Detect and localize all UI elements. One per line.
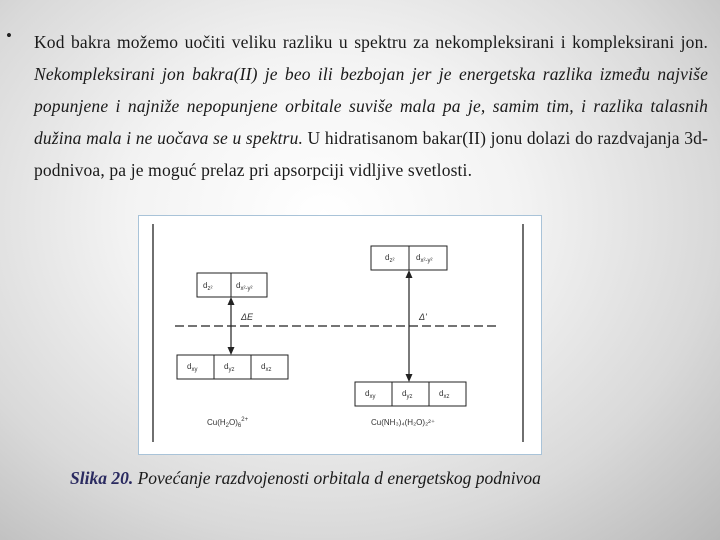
caption-text: Povećanje razdvojenosti orbitala d energetskog podnivoa (133, 468, 541, 488)
orbital-label-dz2-left: $d_{z^2}$ (203, 281, 213, 292)
caption-label: Slika 20. (70, 468, 134, 488)
orbital-label-dyz-left: $d_{yz}$ (224, 362, 235, 373)
orbital-label-dz2-right: $d_{z^2}$ (385, 253, 395, 264)
orbital-diagram (139, 216, 541, 454)
orbital-label-dxy-left: $d_{xy}$ (187, 362, 198, 373)
complex-label-hexaaqua: $Cu(H_2O)_6^{2+}$ (207, 417, 249, 429)
orbital-label-dx2y2-right: $d_{x^2-y^2}$ (416, 253, 433, 264)
orbital-label-dxz-left: $d_{xz}$ (261, 362, 272, 373)
orbital-label-dyz-right: $d_{yz}$ (402, 389, 413, 400)
paragraph-text-regular-end: U hidratisanom bakar(II) jonu dolazi do razdvajanja 3d-podnivoa, pa je moguć prelaz pri apsorpciji vidljive svetlosti. (34, 128, 708, 180)
paragraph-text-regular: Kod bakra možemo uočiti veliku razliku u spektru za nekompleksirani i kompleksirani jon. (34, 32, 708, 52)
arrow-head-down-right (406, 374, 413, 382)
delta-prime-label: Δ' (419, 312, 427, 322)
orbital-splitting-figure (138, 215, 542, 455)
orbital-label-dx2y2-left: $d_{x^2-y^2}$ (236, 281, 253, 292)
arrow-head-up-left (228, 297, 235, 305)
arrow-head-up-right (406, 270, 413, 278)
arrow-head-down-left (228, 347, 235, 355)
bullet-point: • (6, 26, 12, 45)
orbital-label-dxz-right: $d_{xz}$ (439, 389, 450, 400)
paragraph-text-italic: Nekompleksirani jon bakra(II) je beo ili bezbojan jer je energetska razlika između najviše popunjene i najniže nepopunjene orbitale suviše mala pa je, samim tim, i razlika talasnih dužina mala i ne uočava se u spektru. (34, 64, 708, 148)
complex-label-tetraammine: Cu(NH₃)₄(H₂O)₂²⁺ (371, 418, 436, 427)
body-paragraph (34, 26, 708, 186)
orbital-label-dxy-right: $d_{xy}$ (365, 389, 376, 400)
figure-caption (70, 468, 541, 489)
delta-e-label: ΔE (241, 312, 254, 322)
